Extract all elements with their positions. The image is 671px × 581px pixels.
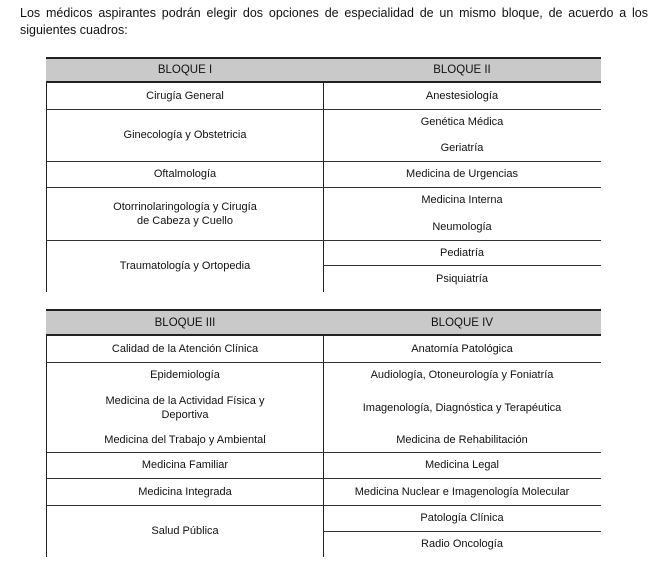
specialty-item: Neumología [432, 220, 492, 233]
specialty-item: Imagenología, Diagnóstica y Terapéutica [362, 401, 562, 414]
specialty-item: Medicina Familiar [141, 459, 229, 471]
specialty-item: Radio Oncología [421, 538, 503, 550]
specialty-item: Pediatría [439, 246, 485, 259]
block-header: BLOQUE IV [323, 309, 601, 336]
block-header: BLOQUE III [46, 309, 324, 336]
block-header: BLOQUE II [323, 57, 601, 83]
specialty-item: Medicina Interna [421, 194, 503, 206]
specialty-item: Medicina Nuclear e Imagenología Molecular [354, 485, 570, 498]
specialty-item: Genética Médica [420, 115, 504, 128]
specialty-item: Anestesiología [425, 90, 499, 102]
specialty-item: Epidemiología [150, 369, 220, 381]
specialty-item: Medicina de la Actividad Física y Deportiva [105, 394, 265, 421]
specialty-item: Traumatología y Ortopedia [119, 260, 251, 272]
specialty-item: Medicina Integrada [138, 485, 232, 498]
intro-paragraph: Los médicos aspirantes podrán elegir dos opciones de especialidad de un mismo bloque, de acuerdo a los siguientes cuadros: [20, 6, 648, 37]
specialty-item: Medicina de Urgencias [406, 168, 518, 180]
block-header: BLOQUE I [46, 57, 324, 83]
specialty-item: Audiología, Otoneurología y Foniatría [370, 369, 554, 381]
specialty-item: Psiquiatría [436, 272, 488, 285]
block-4-table [323, 0, 601, 581]
specialty-item: Medicina Legal [425, 459, 499, 471]
block-3-table [46, 0, 324, 581]
specialty-item: Geriatría [440, 141, 484, 154]
specialty-item: Medicina de Rehabilitación [396, 433, 528, 446]
specialty-item: Ginecología y Obstetricia [123, 129, 247, 141]
specialty-item: Cirugía General [146, 90, 224, 102]
specialty-item: Medicina del Trabajo y Ambiental [104, 433, 266, 446]
specialty-item: Otorrinolaringología y Cirugía de Cabeza y Cuello [113, 200, 257, 227]
specialty-item: Anatomía Patológica [411, 343, 513, 355]
specialty-item: Salud Pública [151, 525, 219, 537]
specialty-item: Patología Clínica [420, 512, 504, 524]
specialty-item: Oftalmología [153, 168, 217, 180]
specialty-item: Calidad de la Atención Clínica [111, 343, 259, 355]
